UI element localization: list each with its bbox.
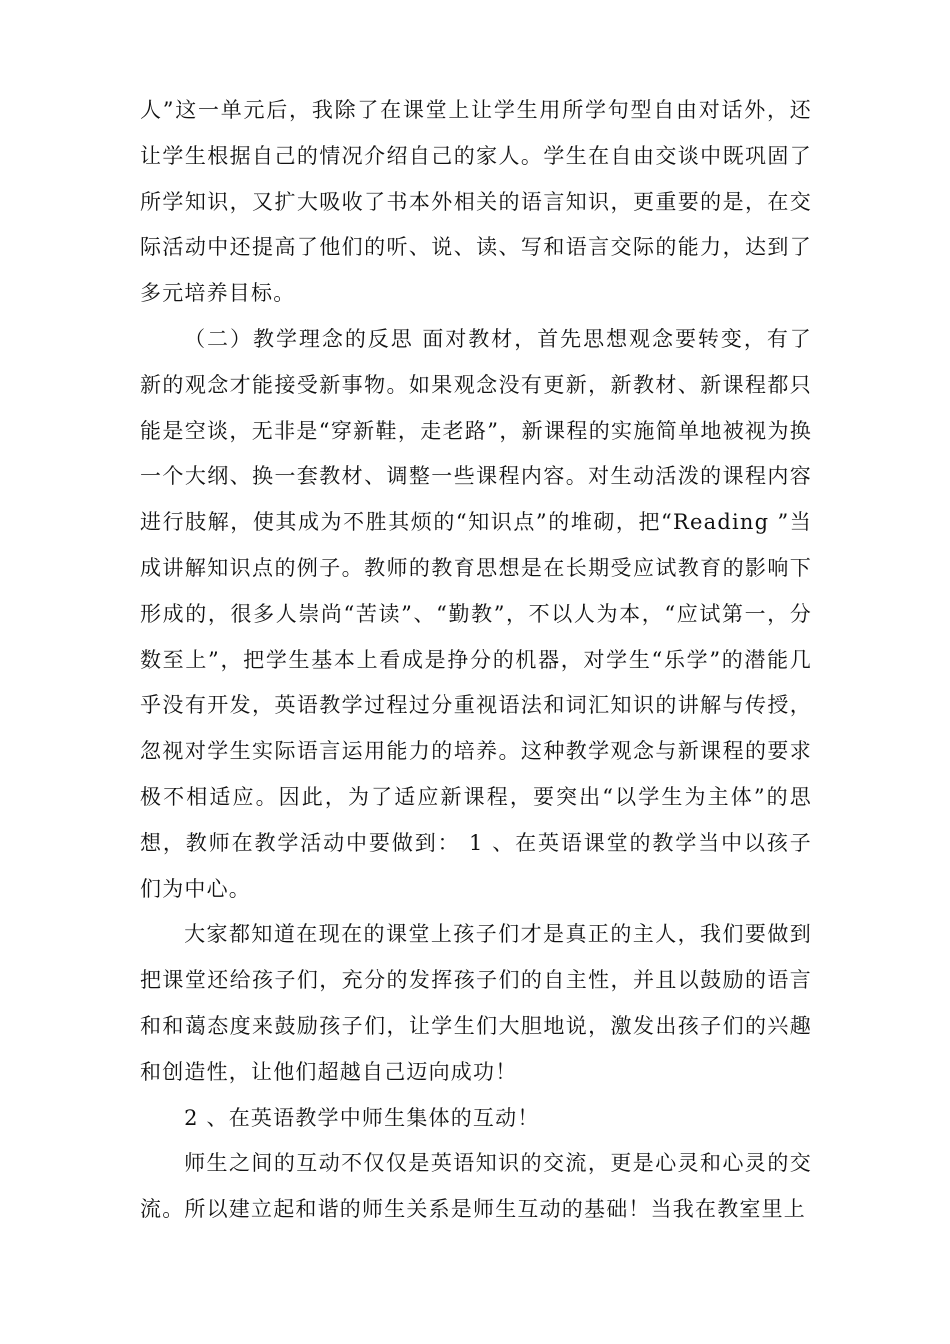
paragraph-3: 大家都知道在现在的课堂上孩子们才是真正的主人，我们要做到把课堂还给孩子们，充分的发挥孩子们的自主性，并且以鼓励的语言和和蔼态度来鼓励孩子们，让学生们大胆地说，激发出孩子们的兴趣和创造性，让他们超越自己迈向成功！ [140,922,812,1084]
paragraph-5: 师生之间的互动不仅仅是英语知识的交流，更是心灵和心灵的交流。所以建立起和谐的师生关系是师生互动的基础！当我在教室里上 [140,1151,812,1222]
paragraph-4: 2 、在英语教学中师生集体的互动！ [184,1105,540,1130]
paragraph-2: （二）教学理念的反思 面对教材，首先思想观念要转变，有了新的观念才能接受新事物。如果观念没有更新，新教材、新课程都只能是空谈，无非是“穿新鞋，走老路”，新课程的实施简单地被视为换一个大纲、换一套教材、调整一些课程内容。对生动活泼的课程内容进行肢解，使其成为不胜其烦的“知识点”的堆砌，把“Reading ”当成讲解知识点的例子。教师的教育思想是在长期受应试教育的影响下形成的，很多人崇尚“苦读”、“勤教”，不以人为本，“应试第一，分数至上”，把学生基本上看成是挣分的机器，对学生“乐学”的潜能几乎没有开发，英语教学过程过分重视语法和词汇知识的讲解与传授，忽视对学生实际语言运用能力的培养。这种教学观念与新课程的要求极不相适应。因此，为了适应新课程，要突出“以学生为主体”的思想，教师在教学活动中要做到： 1 、在英语课堂的教学当中以孩子们为中心。 [140,326,812,901]
paragraph-1: 人”这一单元后，我除了在课堂上让学生用所学句型自由对话外，还让学生根据自己的情况介绍自己的家人。学生在自由交谈中既巩固了所学知识，又扩大吸收了书本外相关的语言知识，更重要的是，在交际活动中还提高了他们的听、说、读、写和语言交际的能力，达到了多元培养目标。 [140,98,812,306]
document-body [140,88,812,1233]
